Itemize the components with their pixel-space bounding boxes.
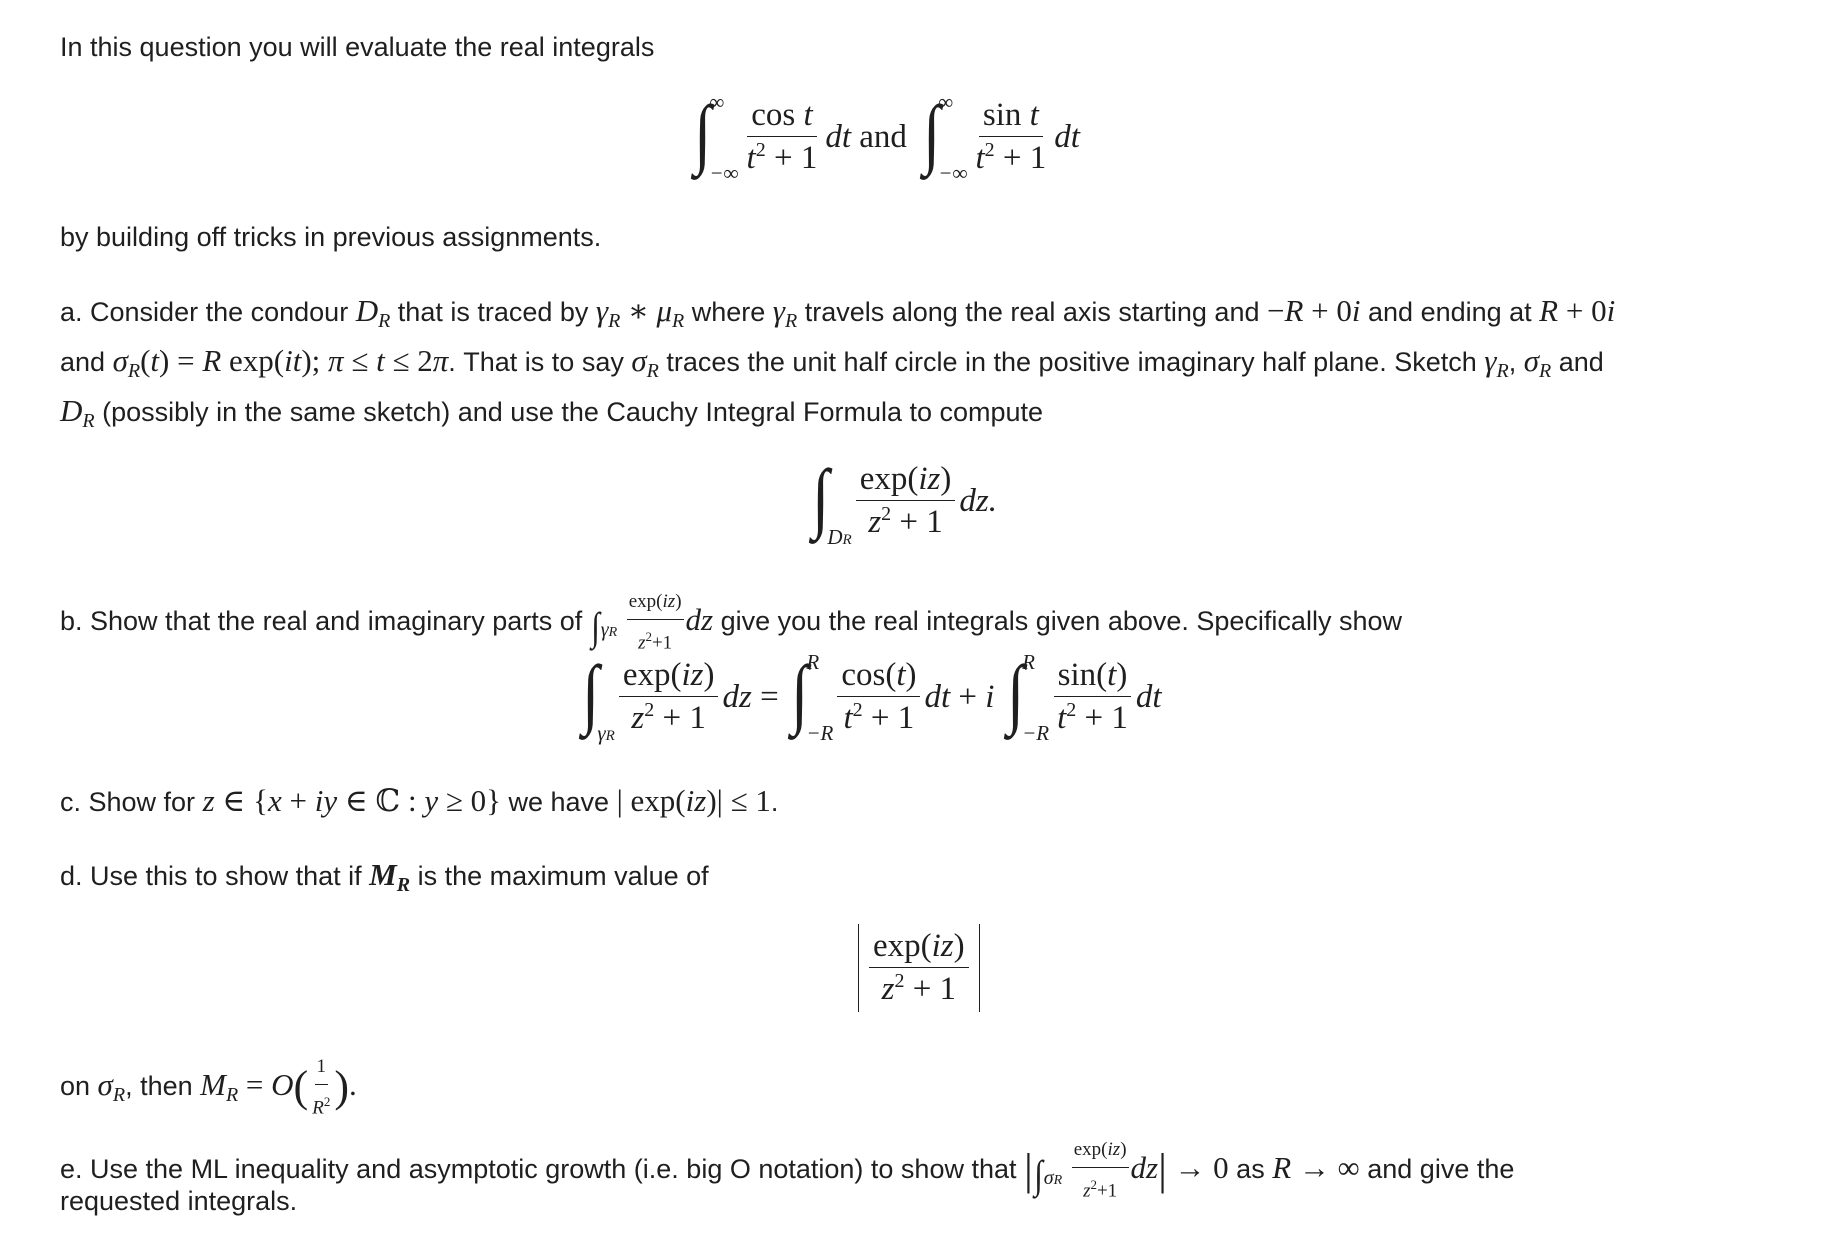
part-a-line-3: $D_R$ (possibly in the same sketch) and use the Cauchy Integral Formula to compute [60,393,1044,432]
part-b-line-1: b. Show that the real and imaginary parts of $\int_{\gamma R}$ $\frac{\exp(iz)}{z^2+1}$ dz give you the real integrals given above. Specifically show [60,585,1402,660]
part-a-line-2: and $\sigma_R(t) = R$ exp(it); π ≤ t ≤ 2π. That is to say $\sigma_R$ traces the unit half circle in the positive imaginary half plane. Sketch $\gamma_R$, $\sigma_R$ and [60,343,1604,382]
part-d-line-2: on $\sigma_R$, then $M_R = O$( $\frac{1}{R^2}$ ). [60,1050,357,1125]
part-a-line-1: a. Consider the condour $D_R$ that is traced by $\gamma_R$ ∗ $\mu_R$ where $\gamma_R$ travels along the real axis starting and −R + 0i and ending at R + 0i [60,293,1616,332]
after-intro-text: by building off tricks in previous assignments. [60,222,602,252]
intro-text: In this question you will evaluate the real integrals [60,32,655,62]
display-integral-gammaR: ∫ γR $\frac{\exp(iz)}{z^2 + 1}$ dz = ∫ R −R $\frac{\cos(t)}{t^2 + 1}$ dt + i ∫ R −R $\frac{\sin(t)}{t^2 + 1}$ dt [582,649,1162,745]
and-word: and [859,118,907,155]
part-c-line: c. Show for z ∈ {x + iy ∈ ℂ : y ≥ 0} we have | exp(iz)| ≤ 1. [60,783,779,818]
part-e-line-2: requested integrals. [60,1186,298,1216]
display-integrals-real: ∫ ∞ −∞ $\frac{\text{cos t}}{t^2 + 1}$ dt and ∫ ∞ −∞ $\frac{\text{sin t}}{t^2 + 1}$ dt [694,89,1080,185]
display-abs-fraction: $\frac{\exp(iz)}{z^2 + 1}$ [858,924,980,1012]
display-integral-DR: ∫ DR $\frac{\exp(iz)}{z^2 + 1}$ dz. [812,453,997,549]
part-e-line-1: e. Use the ML inequality and asymptotic growth (i.e. big O notation) to show that $|\int_{\sigma R}$ $\frac{\exp(iz)}{z^2+1}$ dz| → 0 as R → ∞ and give the [60,1133,1514,1208]
part-d-line-1: d. Use this to show that if $M_R$ is the maximum value of [60,857,709,896]
